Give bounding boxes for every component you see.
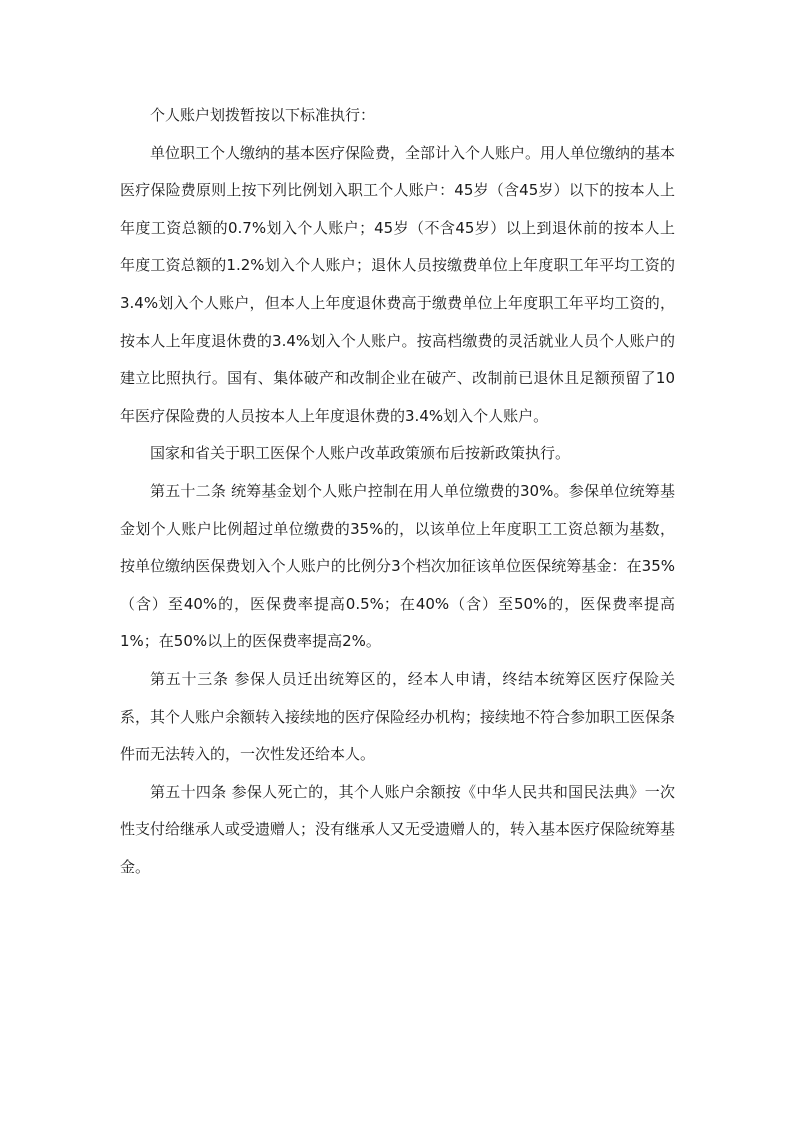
document-body [120,97,675,886]
paragraph-article-52: 第五十二条 统筹基金划个人账户控制在用人单位缴费的30%。参保单位统筹基金划个人账户比例超过单位缴费的35%的，以该单位上年度职工工资总额为基数，按单位缴纳医保费划入个人账户的比例分3个档次加征该单位医保统筹基金：在35%（含）至40%的，医保费率提高0.5%；在40%（含）至50%的，医保费率提高1%；在50%以上的医保费率提高2%。 [120,481,675,651]
paragraph-allocation-rules: 单位职工个人缴纳的基本医疗保险费，全部计入个人账户。用人单位缴纳的基本医疗保险费原则上按下列比例划入职工个人账户：45岁（含45岁）以下的按本人上年度工资总额的0.7%划入个人账户；45岁（不含45岁）以上到退休前的按本人上年度工资总额的1.2%划入个人账户；退休人员按缴费单位上年度职工年平均工资的3.4%划入个人账户，但本人上年度退休费高于缴费单位上年度职工年平均工资的，按本人上年度退休费的3.4%划入个人账户。按高档缴费的灵活就业人员个人账户的建立比照执行。国有、集体破产和改制企业在破产、改制前已退休且足额预留了10年医疗保险费的人员按本人上年度退休费的3.4%划入个人账户。 [120,143,676,425]
paragraph-intro: 个人账户划拨暂按以下标准执行： [150,106,376,124]
paragraph-new-policy: 国家和省关于职工医保个人账户改革政策颁布后按新政策执行。 [150,444,571,463]
paragraph-article-53: 第五十三条 参保人员迁出统筹区的，经本人申请，终结本统筹区医疗保险关系，其个人账户余额转入接续地的医疗保险经办机构；接续地不符合参加职工医保条件而无法转入的，一次性发还给本人。 [120,669,676,764]
paragraph-article-54: 第五十四条 参保人死亡的，其个人账户余额按《中华人民共和国民法典》一次性支付给继承人或受遗赠人；没有继承人又无受遗赠人的，转入基本医疗保险统筹基金。 [120,782,676,876]
